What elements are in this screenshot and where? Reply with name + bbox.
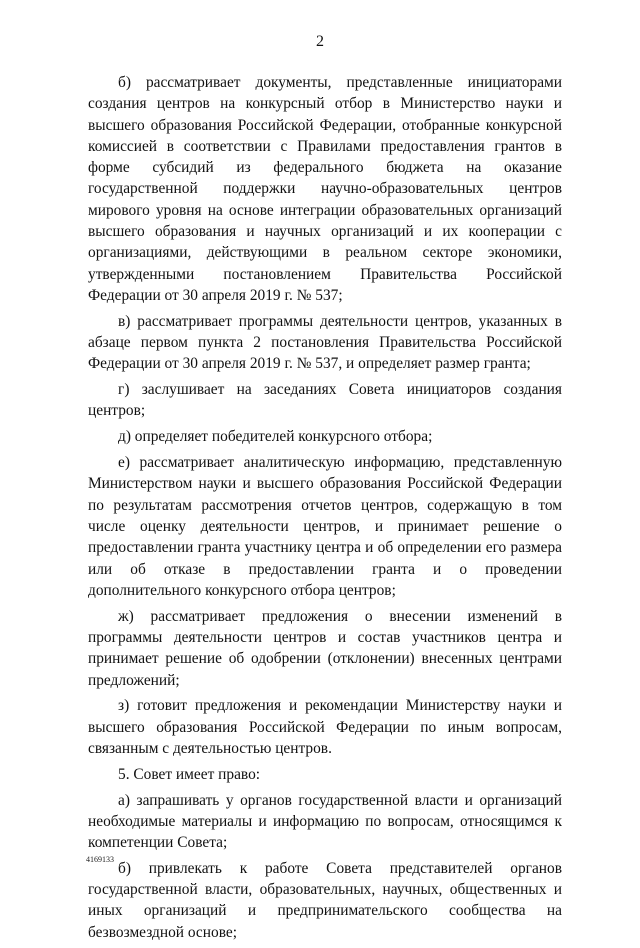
paragraph-item-a-request: а) запрашивать у органов государственной власти и организаций необходимые материалы и информацию по вопросам, относящимся к компетенции Совета; [88, 791, 562, 852]
paragraph-item-b-involve: б) привлекать к работе Совета представителей органов государственной власти, образовательных, научных, общественных и иных организаций и предпринимательского сообщества на безвозмездной основе; [88, 859, 562, 941]
paragraph-item-b-documents: б) рассматривает документы, представленные инициаторами создания центров на конкурсный отбор в Министерство науки и высшего образования Российской Федерации, отобранные конкурсной комиссией в соответствии с Правилами предоставления грантов в форме субсидий из федерального бюджета на оказание государственной поддержки научно-образовательных центров мирового уровня на основе интеграции образовательных организаций высшего образования и научных организаций и их кооперации с организациями, действующими в реальном секторе экономики, утвержденными постановлением Правительства Российской Федерации от 30 апреля 2019 г. № 537; [88, 74, 562, 304]
paragraph-section-5-heading: 5. Совет имеет право: [118, 765, 261, 783]
page-number: 2 [316, 33, 324, 50]
paragraph-item-d-winners: д) определяет победителей конкурсного отбора; [118, 428, 433, 446]
paragraph-item-e-analytics: е) рассматривает аналитическую информацию, представленную Министерством науки и высшего образования Российской Федерации по результатам рассмотрения отчетов центров, содержащую в том числе оценку деятельности центров, и принимает решение о предоставлении гранта участнику центра и об определении его размера или об отказе в предоставлении гранта и о проведении дополнительного конкурсного отбора центров; [88, 454, 562, 599]
paragraph-item-z-proposals: з) готовит предложения и рекомендации Министерству науки и высшего образования Российской Федерации по иным вопросам, связанным с деятельностью центров. [88, 697, 562, 757]
document-id: 4169133 [86, 855, 114, 864]
paragraph-item-v-programs: в) рассматривает программы деятельности центров, указанных в абзаце первом пункта 2 постановления Правительства Российской Федерации от 30 апреля 2019 г. № 537, и определяет размер гранта; [88, 312, 562, 373]
document-body [88, 72, 562, 948]
paragraph-item-zh-amendments: ж) рассматривает предложения о внесении изменений в программы деятельности центров и состав участников центра и принимает решение об одобрении (отклонении) внесенных центрами предложений; [88, 607, 562, 689]
paragraph-item-g-hearings: г) заслушивает на заседаниях Совета инициаторов создания центров; [88, 381, 562, 420]
